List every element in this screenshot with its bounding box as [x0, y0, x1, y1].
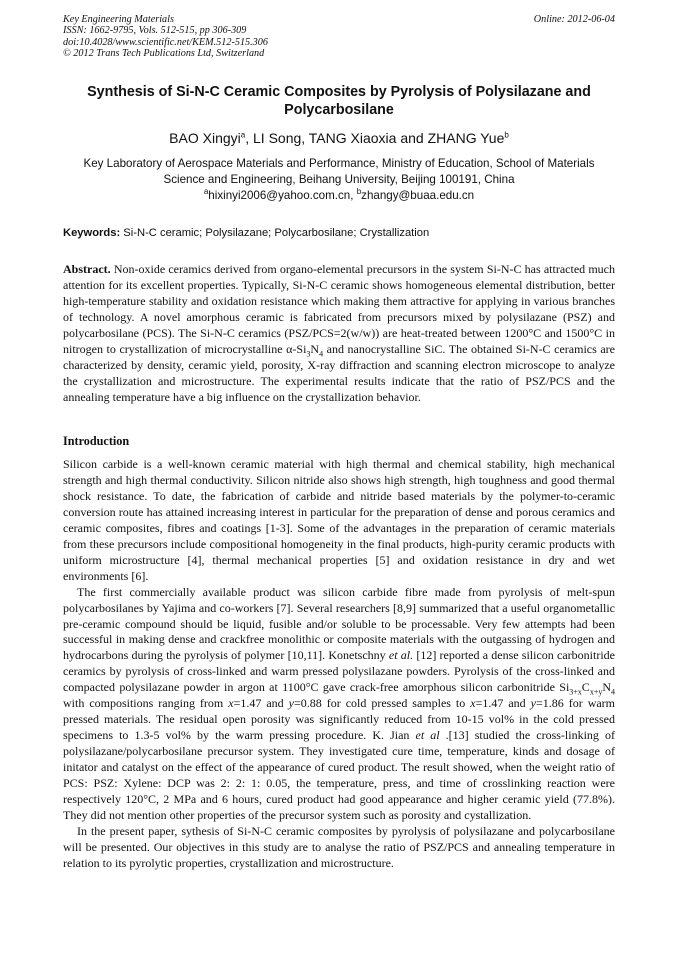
author-name: BAO Xingyi	[169, 130, 241, 146]
text: =1.86 for warm pressed materials. The residual open porosity was significantly reduced from 10-15 vol% in the cold pressed specimens to 1.3-5 vol% by the warm pressing procedure. K. Jian	[63, 696, 616, 743]
text: =1.47 and	[475, 696, 531, 711]
introduction-body	[63, 457, 615, 872]
text: C	[581, 680, 590, 695]
text-italic: y	[530, 696, 536, 711]
paragraph: In the present paper, sythesis of Si-N-C ceramic composites by pyrolysis of polysilazane and polycarbosilane will be presented. Our objectives in this study are to analyse the ratio of PSZ/PCS and annealing temperature in relation to its pyrolytic properties, crystallization and microstructure.	[63, 823, 615, 870]
email-a: hixinyi2006@yahoo.com.cn,	[208, 189, 357, 202]
doi-line: doi:10.4028/www.scientific.net/KEM.512-515.306	[63, 36, 268, 48]
text: =0.88 for cold pressed samples to	[293, 696, 471, 711]
text-italic: y	[288, 696, 294, 711]
keywords	[63, 227, 615, 239]
author-names: , LI Song, TANG Xiaoxia and ZHANG Yue	[245, 130, 505, 146]
affiliation-mark: a	[240, 130, 246, 140]
journal-header	[63, 14, 615, 60]
text: .[13] studied the cross-linking of polysilazane/polycarbosilane precursor system. They investigated cure time, temperature, kinds and dosage of initator and catalyst on the effect of the appearance of cured product. The result showed, when the weight ratio of PCS: PSZ: Xylene: DCP was 2: 2: 1: 0.05, the temperature, press, and time of crosslinking reaction were respectively 120°C, 2 MPa and 6 hours, cured product had good appearance and higher ceramic yield (77.8%). They did not mention other properties of the precursor system such as porosity and cystallization.	[63, 728, 615, 822]
text: N	[602, 680, 611, 695]
paragraph: Silicon carbide is a well-known ceramic material with high thermal and chemical stability, high mechanical strength and high thermal conductivity. Silicon nitride also shows high strength, high toughness and good thermal shock resistance. To date, the fabrication of carbide and nitride based materials by the polymer-to-ceramic conversion route has attained increasing interest in particular for the preparation of dense and porous ceramics and ceramic composites, fibres and coatings [1-3]. Some of the advantages in the preparation of ceramic materials from these precursors include compositional homogeneity in the final products, high-purity ceramic products with uniform microstructure [4], thermal mechanical properties [5] and oxidation resistance in dry and wet environments [6].	[63, 457, 615, 583]
text: with compositions ranging from	[63, 696, 229, 711]
affiliation	[63, 156, 615, 204]
abstract-text: and nanocrystalline SiC. The obtained Si-N-C ceramics are characterized by density, ceramic yield, porosity, X-ray diffraction and scanning electron microscope to analyze the crystallization and microstructure. The experimental results indicate that the ratio of PSZ/PCS and the annealing temperature have a big influence on the crystallization behavior.	[63, 342, 615, 404]
issn-line: ISSN: 1662-9795, Vols. 512-515, pp 306-309	[63, 25, 247, 37]
text-italic: et al.	[388, 648, 414, 663]
text-italic: x	[470, 696, 476, 711]
text-italic: x	[228, 696, 234, 711]
affiliation-mark: b	[504, 130, 509, 140]
email-b: zhangy@buaa.edu.cn	[361, 189, 475, 202]
text: =1.47 and	[233, 696, 289, 711]
email-mark: b	[356, 187, 362, 197]
abstract	[63, 261, 615, 405]
copyright-line: © 2012 Trans Tech Publications Ltd, Switzerland	[63, 48, 265, 60]
author-list	[63, 130, 615, 146]
abstract-label: Abstract.	[63, 262, 111, 276]
email-line	[63, 188, 615, 204]
subscript: 4	[611, 687, 615, 697]
subscript: 4	[319, 349, 324, 359]
subscript: 3	[306, 349, 311, 359]
abstract-text: Non-oxide ceramics derived from organo-elemental precursors in the system Si-N-C has attracted much attention for its excellent properties. Typically, Si-N-C ceramic shows homogeneous elemental distribution, better high-temperature stability and oxidation resistance which making them attractive for applying in various branches of technology. A novel amorphous ceramic is fabricated from precursors mixed by polysilazane (PSZ) and polycarbosilane (PCS). The Si-N-C ceramics (PSZ/PCS=2(w/w)) are heat-treated between 1200°C and 1500°C in nitrogen to crystallization of microcrystalline α-Si	[63, 262, 615, 356]
online-date: Online: 2012-06-04	[533, 14, 615, 25]
subscript: 3+x	[569, 687, 582, 697]
paragraph	[63, 585, 615, 824]
abstract-text: N	[310, 342, 320, 356]
keywords-text: Si-N-C ceramic; Polysilazane; Polycarbosilane; Crystallization	[120, 227, 430, 239]
subscript: x+y	[589, 687, 603, 697]
text: [12] reported a dense silicon carbonitride ceramics by pyrolysis of cross-linked and warm pressed polysilazane powders. Pyrolysis of the cross-linked and compacted polysilazane powder in argon at 1100°C gave crack-free amorphous silicon carbonitride Si	[63, 648, 615, 695]
keywords-label: Keywords:	[63, 227, 121, 239]
text: The first commercially available product was silicon carbide fibre made from pyrolysis of melt-spun polycarbosilanes by Yajima and co-workers [7]. Several researchers [8,9] summarized that a useful organometallic pre-ceramic compound should be liquid, fusible and/or soluble to be processable. Very few attempts had been successful in making dense and crackfree monolithic or composite materials with the outgassing of hydrogen and hydrocarbons during the pyrolysis of polymer [10,11]. Konetschny	[63, 584, 615, 663]
paper-title: Synthesis of Si-N-C Ceramic Composites by Pyrolysis of Polysilazane and Polycarbosilane	[87, 84, 591, 118]
journal-name: Key Engineering Materials	[63, 14, 174, 25]
email-mark: a	[203, 187, 209, 197]
text-italic: et al	[415, 728, 440, 743]
affiliation-text: Key Laboratory of Aerospace Materials and Performance, Ministry of Education, School of Materials Science and Engineering, Beihang University, Beijing 100191, China	[83, 157, 595, 186]
section-heading-introduction: Introduction	[63, 434, 130, 448]
